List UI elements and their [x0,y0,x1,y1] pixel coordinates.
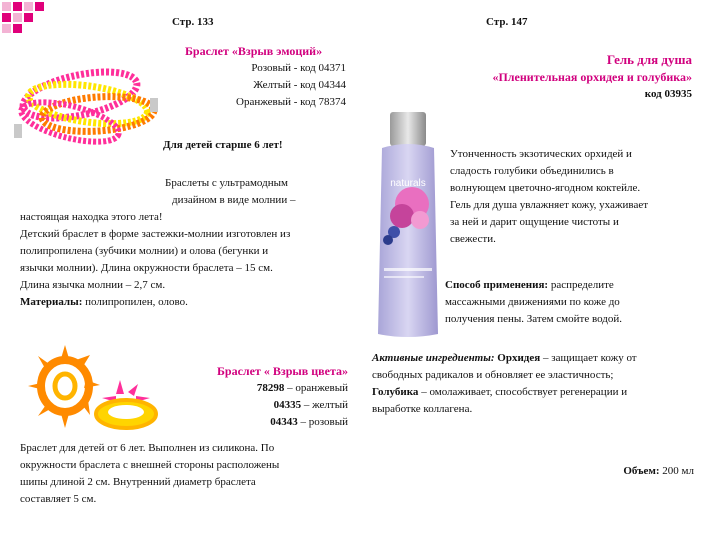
page-number-right: Стр. 147 [486,16,528,28]
page-number-left: Стр. 133 [172,16,214,28]
code-color: – оранжевый [284,382,348,394]
gel-description [450,146,700,248]
bracelet1-age-note: Для детей старше 6 лет! [163,139,283,151]
desc-line: Утонченность экзотических орхидей и [450,148,632,160]
ingredient-blueberry-name: Голубика [372,386,419,398]
usage-line: массажными движениями по коже до [445,296,620,308]
corner-logo [2,2,44,33]
ingredient-blueberry-text: – омолаживает, способствует регенерации и [418,386,628,398]
gel-ingredients [372,350,702,418]
bracelet2-codes [190,380,348,431]
ingredient-line: выработке коллагена. [372,403,473,415]
materials-line [20,294,350,311]
desc-line: полипропилена (зубчики молнии) и олова (бегунки и [20,245,269,257]
desc-line: окружности браслета с внешней стороны расположены [20,459,280,471]
desc-line: Браслеты с ультрамодным [165,177,288,189]
desc-line: Длина язычка молнии – 2,7 см. [20,279,166,291]
desc-line: за ней и дарит ощущение чистоты и [450,216,619,228]
variant-line: Желтый - код 04344 [253,79,346,91]
gel-title-line2: «Пленительная орхидея и голубика» [492,70,692,84]
bottle-brand-label: naturals [390,178,426,189]
desc-line: шипы длиной 2 см. Внутренний диаметр браслета [20,476,256,488]
code-number: 78298 [256,382,285,394]
desc-line: язычки молнии). Длина окружности браслета – 15 см. [20,262,273,274]
ingredient-line [372,384,702,401]
desc-line: сладость голубики объединились в [450,165,614,177]
shower-gel-bottle-image [368,108,448,340]
volume-label: Объем: [623,465,660,477]
variant-line: Розовый - код 04371 [251,62,346,74]
code-line [190,380,348,397]
bracelet1-variants [190,60,346,111]
zipper-bracelets-image [10,40,175,155]
gel-code: код 03935 [644,88,692,100]
usage-line [445,277,700,294]
desc-line: настоящая находка этого лета! [20,211,163,223]
ingredient-orchid-text: – защищает кожу от [540,352,637,364]
desc-line: Детский браслет в форме застежки-молнии изготовлен из [20,228,291,240]
code-color: – желтый [301,399,348,411]
spiky-bracelets-image [20,340,170,445]
materials-label: Материалы: [20,296,83,308]
code-number: 04343 [270,416,298,428]
bracelet1-description [20,175,350,311]
code-line [190,397,348,414]
ingredients-label: Активные ингредиенты: [372,352,495,364]
variant-line: Оранжевый - код 78374 [236,96,346,108]
usage-text: распределите [548,279,614,291]
desc-line: свежести. [450,233,496,245]
code-color: – розовый [297,416,348,428]
desc-line: дизайном в виде молнии – [172,194,296,206]
desc-line: Гель для душа увлажняет кожу, ухаживает [450,199,649,211]
materials-text: полипропилен, олово. [82,296,188,308]
bracelet2-description [20,440,350,508]
gel-title-line1: Гель для душа [606,52,692,67]
desc-line: Браслет для детей от 6 лет. Выполнен из силикона. По [20,442,275,454]
ingredient-line: свободных радикалов и обновляет ее эластичность; [372,369,614,381]
bracelet2-title: Браслет « Взрыв цвета» [217,364,348,378]
gel-usage [445,277,700,328]
bracelet1-title: Браслет «Взрыв эмоций» [185,44,323,58]
desc-line: волнующем цветочно-ягодном коктейле. [450,182,641,194]
gel-volume [560,463,694,480]
desc-line: составляет 5 см. [20,493,97,505]
usage-line: получения пены. Затем смойте водой. [445,313,622,325]
code-number: 04335 [273,399,302,411]
volume-value: 200 мл [659,465,694,477]
usage-label: Способ применения: [445,279,549,291]
ingredient-orchid-name: Орхидея [494,352,541,364]
ingredient-line [372,350,702,367]
code-line [190,414,348,431]
